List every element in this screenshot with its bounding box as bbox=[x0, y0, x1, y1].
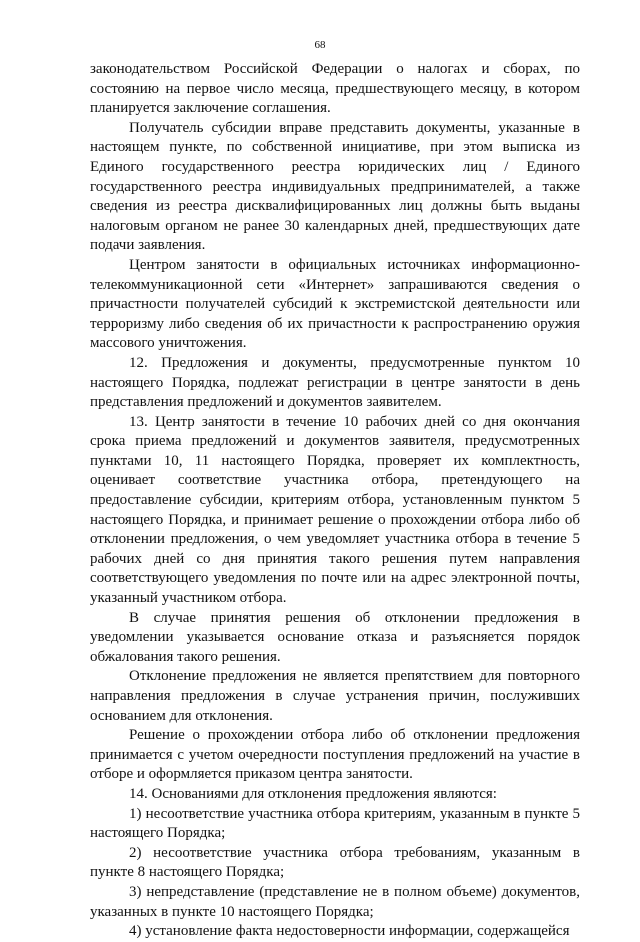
paragraph-rejection-notice: В случае принятия решения об отклонении предложения в уведомлении указывается основание отказа и разъясняется порядок обжалования такого решения. bbox=[90, 609, 580, 665]
paragraph-clause-12: 12. Предложения и документы, предусмотренные пунктом 10 настоящего Порядка, подлежат регистрации в центре занятости в день представления предложений и документов заявителем. bbox=[90, 354, 580, 411]
paragraph-clause-14: 14. Основаниями для отклонения предложения являются: bbox=[129, 785, 497, 802]
list-item-ground-3: 3) непредставление (представление не в полном объеме) документов, указанных в пункте 10 настоящего Порядка; bbox=[90, 883, 580, 920]
page-number: 68 bbox=[314, 39, 326, 51]
paragraph-tax-law-continuation: законодательством Российской Федерации о налогах и сборах, по состоянию на первое число месяца, предшествующего месяцу, в котором планируется заключение соглашения. bbox=[90, 61, 580, 117]
list-item-ground-4: 4) установление факта недостоверности информации, содержащейся bbox=[129, 923, 570, 940]
paragraph-extremism-check: Центром занятости в официальных источниках информационно-телекоммуникационной сети «Интернет» запрашиваются сведения о причастности получателей субсидий к экстремистской деятельности или терроризму либо сведения об их причастности к распространению оружия массового уничтожения. bbox=[90, 256, 580, 352]
paragraph-recipient-documents: Получатель субсидии вправе представить документы, указанные в настоящем пункте, по собственной инициативе, при этом выписка из Единого государственного реестра юридических лиц / Единого государственного реестра индивидуальных предпринимателей, а также сведения из реестра дисквалифицированных лиц должны быть выданы налоговым органом не ранее 30 календарных дней, предшествующих дате подачи заявления. bbox=[90, 119, 580, 254]
paragraph-repeat-submission: Отклонение предложения не является препятствием для повторного направления предложения в случае устранения причин, послуживших основанием для отклонения. bbox=[90, 668, 580, 724]
list-item-ground-2: 2) несоответствие участника отбора требованиям, указанным в пункте 8 настоящего Порядка; bbox=[90, 844, 580, 881]
paragraph-decision-order: Решение о прохождении отбора либо об отклонении предложения принимается с учетом очередности поступления предложений на участие в отборе и оформляется приказом центра занятости. bbox=[90, 727, 580, 783]
document-body bbox=[90, 60, 580, 942]
list-item-ground-1: 1) несоответствие участника отбора критериям, указанным в пункте 5 настоящего Порядка; bbox=[90, 805, 580, 842]
paragraph-clause-13: 13. Центр занятости в течение 10 рабочих дней со дня окончания срока приема предложений и документов заявителя, предусмотренных пунктами 10, 11 настоящего Порядка, проверяет их комплектность, оценивает соответствие участника отбора, претендующего на предоставление субсидии, критериям отбора, установленным пунктом 5 настоящего Порядка, и принимает решение о прохождении отбора либо об отклонении предложения, о чем уведомляет участника отбора в течение 5 рабочих дней со дня принятия такого решения путем направления соответствующего уведомления по почте или на адрес электронной почты, указанный участником отбора. bbox=[90, 413, 580, 607]
